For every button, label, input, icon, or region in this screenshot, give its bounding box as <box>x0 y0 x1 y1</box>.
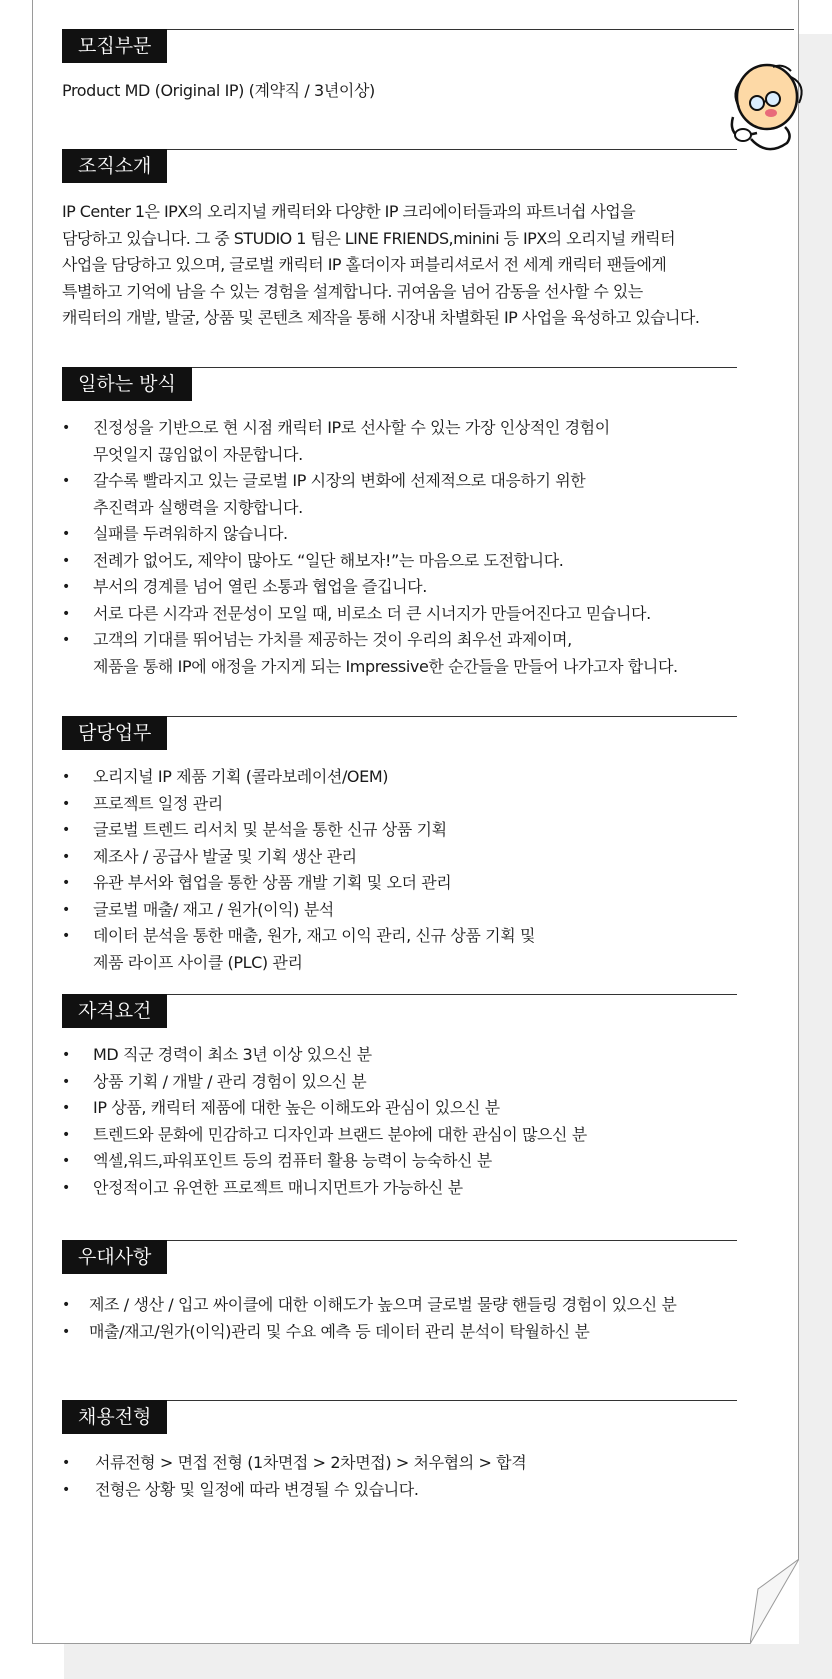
section-heading <box>62 367 722 401</box>
section-heading <box>62 149 722 183</box>
process-list <box>62 1450 722 1503</box>
heading-label: 담당업무 <box>62 716 167 750</box>
list-item: • 갈수록 빨라지고 있는 글로벌 IP 시장의 변화에 선제적으로 대응하기 위한 추진력과 실행력을 지향합니다. <box>62 468 762 521</box>
section-heading <box>62 716 722 750</box>
list-item: • 서로 다른 시각과 전문성이 모일 때, 비로소 더 큰 시너지가 만들어진다고 믿습니다. <box>62 601 762 628</box>
list-item: • 상품 기획 / 개발 / 관리 경험이 있으신 분 <box>62 1069 722 1096</box>
list-item: • 안정적이고 유연한 프로젝트 매니지먼트가 가능하신 분 <box>62 1175 722 1202</box>
heading-rule <box>62 29 794 30</box>
working-style-list <box>62 415 762 680</box>
list-item: • 제조 / 생산 / 입고 싸이클에 대한 이해도가 높으며 글로벌 물량 핸들링 경험이 있으신 분 <box>62 1292 762 1319</box>
section-preferred <box>62 1240 722 1345</box>
section-requirements <box>62 994 722 1201</box>
list-item: • MD 직군 경력이 최소 3년 이상 있으신 분 <box>62 1042 722 1069</box>
list-item: • 전형은 상황 및 일정에 따라 변경될 수 있습니다. <box>62 1477 722 1504</box>
list-item: • 트렌드와 문화에 민감하고 디자인과 브랜드 분야에 대한 관심이 많으신 분 <box>62 1122 722 1149</box>
section-working-style <box>62 367 722 680</box>
list-item: • 부서의 경계를 넘어 열린 소통과 협업을 즐깁니다. <box>62 574 762 601</box>
section-position <box>62 29 722 105</box>
duties-list <box>62 764 722 976</box>
list-item: • 글로벌 매출/ 재고 / 원가(이익) 분석 <box>62 897 722 924</box>
list-item: • 오리지널 IP 제품 기획 (콜라보레이션/OEM) <box>62 764 722 791</box>
list-item: • 서류전형 > 면접 전형 (1차면접 > 2차면접) > 처우협의 > 합격 <box>62 1450 722 1477</box>
position-text: Product MD (Original IP) (계약직 / 3년이상) <box>62 81 375 100</box>
page-fold-corner <box>750 1559 799 1644</box>
list-item: • 진정성을 기반으로 현 시점 캐릭터 IP로 선사할 수 있는 가장 인상적인 경험이 무엇일지 끊임없이 자문합니다. <box>62 415 762 468</box>
heading-label: 모집부문 <box>62 29 167 63</box>
heading-label: 일하는 방식 <box>62 367 192 401</box>
requirements-list <box>62 1042 722 1201</box>
section-process <box>62 1400 722 1503</box>
list-item: • 데이터 분석을 통한 매출, 원가, 재고 이익 관리, 신규 상품 기획 및 제품 라이프 사이클 (PLC) 관리 <box>62 923 722 976</box>
heading-label: 자격요건 <box>62 994 167 1028</box>
section-heading <box>62 1240 722 1274</box>
heading-label: 우대사항 <box>62 1240 167 1274</box>
organization-text: IP Center 1은 IPX의 오리지널 캐릭터와 다양한 IP 크리에이터들과의 파트너쉽 사업을 담당하고 있습니다. 그 중 STUDIO 1 팀은 LINE FRIENDS,minini 등 IPX의 오리지널 캐릭터 사업을 담당하고 있으며, 글로벌 캐릭터 IP 홀더이자 퍼블리셔로서 전 세계 캐릭터 팬들에게 특별하고 기억에 남을 수 있는 경험을 설계합니다. 귀여움을 넘어 감동을 선사할 수 있는 캐릭터의 개발, 발굴, 상품 및 콘텐츠 제작을 통해 시장내 차별화된 IP 사업을 육성하고 있습니다. <box>62 202 700 327</box>
section-heading <box>62 1400 722 1434</box>
list-item: • 실패를 두려워하지 않습니다. <box>62 521 762 548</box>
section-heading <box>62 29 722 63</box>
section-organization <box>62 149 722 332</box>
list-item: • 전례가 없어도, 제약이 많아도 “일단 해보자!”는 마음으로 도전합니다. <box>62 548 762 575</box>
list-item: • IP 상품, 캐릭터 제품에 대한 높은 이해도와 관심이 있으신 분 <box>62 1095 722 1122</box>
preferred-list <box>62 1292 762 1345</box>
professor-character-icon <box>727 57 809 157</box>
list-item: • 글로벌 트렌드 리서치 및 분석을 통한 신규 상품 기획 <box>62 817 722 844</box>
list-item: • 고객의 기대를 뛰어넘는 가치를 제공하는 것이 우리의 최우선 과제이며, 제품을 통해 IP에 애정을 가지게 되는 Impressive한 순간들을 만들어 나가고자 합니다. <box>62 627 762 680</box>
section-heading <box>62 994 722 1028</box>
list-item: • 매출/재고/원가(이익)관리 및 수요 예측 등 데이터 관리 분석이 탁월하신 분 <box>62 1319 762 1346</box>
heading-label: 채용전형 <box>62 1400 167 1434</box>
list-item: • 엑셀,워드,파워포인트 등의 컴퓨터 활용 능력이 능숙하신 분 <box>62 1148 722 1175</box>
list-item: • 프로젝트 일정 관리 <box>62 791 722 818</box>
list-item: • 유관 부서와 협업을 통한 상품 개발 기획 및 오더 관리 <box>62 870 722 897</box>
list-item: • 제조사 / 공급사 발굴 및 기획 생산 관리 <box>62 844 722 871</box>
heading-label: 조직소개 <box>62 149 167 183</box>
section-duties <box>62 716 722 976</box>
